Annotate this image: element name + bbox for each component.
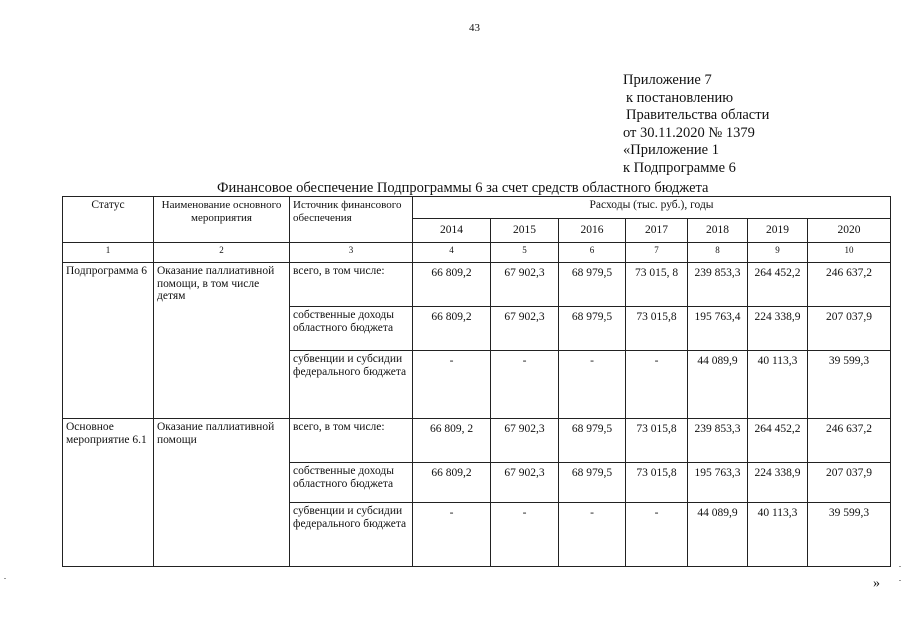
source-cell: всего, в том числе: <box>290 419 413 463</box>
source-cell: всего, в том числе: <box>290 263 413 307</box>
value-cell: - <box>491 503 559 567</box>
value-cell: 68 979,5 <box>559 419 626 463</box>
scan-mark <box>899 566 901 567</box>
closing-quote: » <box>873 576 880 591</box>
value-cell: 39 599,3 <box>808 351 891 419</box>
column-number: 8 <box>688 243 748 263</box>
document-title: Финансовое обеспечение Подпрограммы 6 за счет средств областного бюджета <box>217 180 709 196</box>
header-year: 2015 <box>491 219 559 243</box>
value-cell: 264 452,2 <box>748 263 808 307</box>
column-number: 2 <box>154 243 290 263</box>
column-number: 10 <box>808 243 891 263</box>
value-cell: 239 853,3 <box>688 419 748 463</box>
value-cell: 246 637,2 <box>808 419 891 463</box>
header-year: 2018 <box>688 219 748 243</box>
value-cell: 66 809, 2 <box>413 419 491 463</box>
activity-cell: Оказание паллиативной помощи, в том числе детям <box>154 263 290 419</box>
header-status: Статус <box>63 197 154 243</box>
header-year: 2014 <box>413 219 491 243</box>
source-cell: собственные доходы областного бюджета <box>290 307 413 351</box>
value-cell: 40 113,3 <box>748 351 808 419</box>
appendix-line: Приложение 7 <box>623 72 712 88</box>
header-year: 2016 <box>559 219 626 243</box>
value-cell: 264 452,2 <box>748 419 808 463</box>
value-cell: 66 809,2 <box>413 263 491 307</box>
value-cell: 44 089,9 <box>688 503 748 567</box>
column-number: 3 <box>290 243 413 263</box>
value-cell: 68 979,5 <box>559 463 626 503</box>
scan-mark <box>4 578 6 579</box>
column-number: 9 <box>748 243 808 263</box>
header-year: 2017 <box>626 219 688 243</box>
value-cell: - <box>413 351 491 419</box>
financing-table <box>62 196 891 567</box>
value-cell: 39 599,3 <box>808 503 891 567</box>
scan-mark <box>899 580 901 581</box>
value-cell: 40 113,3 <box>748 503 808 567</box>
value-cell: 68 979,5 <box>559 263 626 307</box>
page-number: 43 <box>469 22 480 34</box>
appendix-line: «Приложение 1 <box>623 142 719 159</box>
header-expenses: Расходы (тыс. руб.), годы <box>413 197 891 219</box>
status-cell: Основное мероприятие 6.1 <box>63 419 154 567</box>
appendix-line: Правительства области <box>626 107 770 124</box>
source-cell: собственные доходы областного бюджета <box>290 463 413 503</box>
column-number: 1 <box>63 243 154 263</box>
value-cell: 67 902,3 <box>491 263 559 307</box>
value-cell: 68 979,5 <box>559 307 626 351</box>
value-cell: 195 763,4 <box>688 307 748 351</box>
value-cell: - <box>491 351 559 419</box>
value-cell: 44 089,9 <box>688 351 748 419</box>
value-cell: 207 037,9 <box>808 307 891 351</box>
appendix-line: к Подпрограмме 6 <box>623 159 736 176</box>
value-cell: 66 809,2 <box>413 463 491 503</box>
table-row <box>63 263 891 307</box>
value-cell: 224 338,9 <box>748 307 808 351</box>
value-cell: - <box>626 351 688 419</box>
header-year: 2020 <box>808 219 891 243</box>
value-cell: 73 015,8 <box>626 463 688 503</box>
value-cell: 73 015,8 <box>626 307 688 351</box>
source-cell: субвенции и субсидии федерального бюджета <box>290 351 413 419</box>
column-number: 6 <box>559 243 626 263</box>
status-cell: Подпрограмма 6 <box>63 263 154 419</box>
value-cell: 239 853,3 <box>688 263 748 307</box>
appendix-line: к постановлению <box>626 89 734 106</box>
activity-cell: Оказание паллиативной помощи <box>154 419 290 567</box>
value-cell: - <box>559 503 626 567</box>
value-cell: 224 338,9 <box>748 463 808 503</box>
value-cell: 73 015,8 <box>626 419 688 463</box>
appendix-line: от 30.11.2020 № 1379 <box>623 124 755 141</box>
value-cell: - <box>413 503 491 567</box>
column-number: 4 <box>413 243 491 263</box>
value-cell: - <box>626 503 688 567</box>
column-number: 7 <box>626 243 688 263</box>
value-cell: 246 637,2 <box>808 263 891 307</box>
value-cell: 66 809,2 <box>413 307 491 351</box>
value-cell: 207 037,9 <box>808 463 891 503</box>
value-cell: 195 763,3 <box>688 463 748 503</box>
value-cell: 73 015, 8 <box>626 263 688 307</box>
header-year: 2019 <box>748 219 808 243</box>
appendix-block <box>623 72 769 178</box>
source-cell: субвенции и субсидии федерального бюджета <box>290 503 413 567</box>
header-source: Источник финансового обеспечения <box>290 197 413 243</box>
header-activity: Наименование основного мероприятия <box>154 197 290 243</box>
value-cell: 67 902,3 <box>491 419 559 463</box>
value-cell: 67 902,3 <box>491 463 559 503</box>
value-cell: 67 902,3 <box>491 307 559 351</box>
column-number: 5 <box>491 243 559 263</box>
table-row <box>63 419 891 463</box>
value-cell: - <box>559 351 626 419</box>
